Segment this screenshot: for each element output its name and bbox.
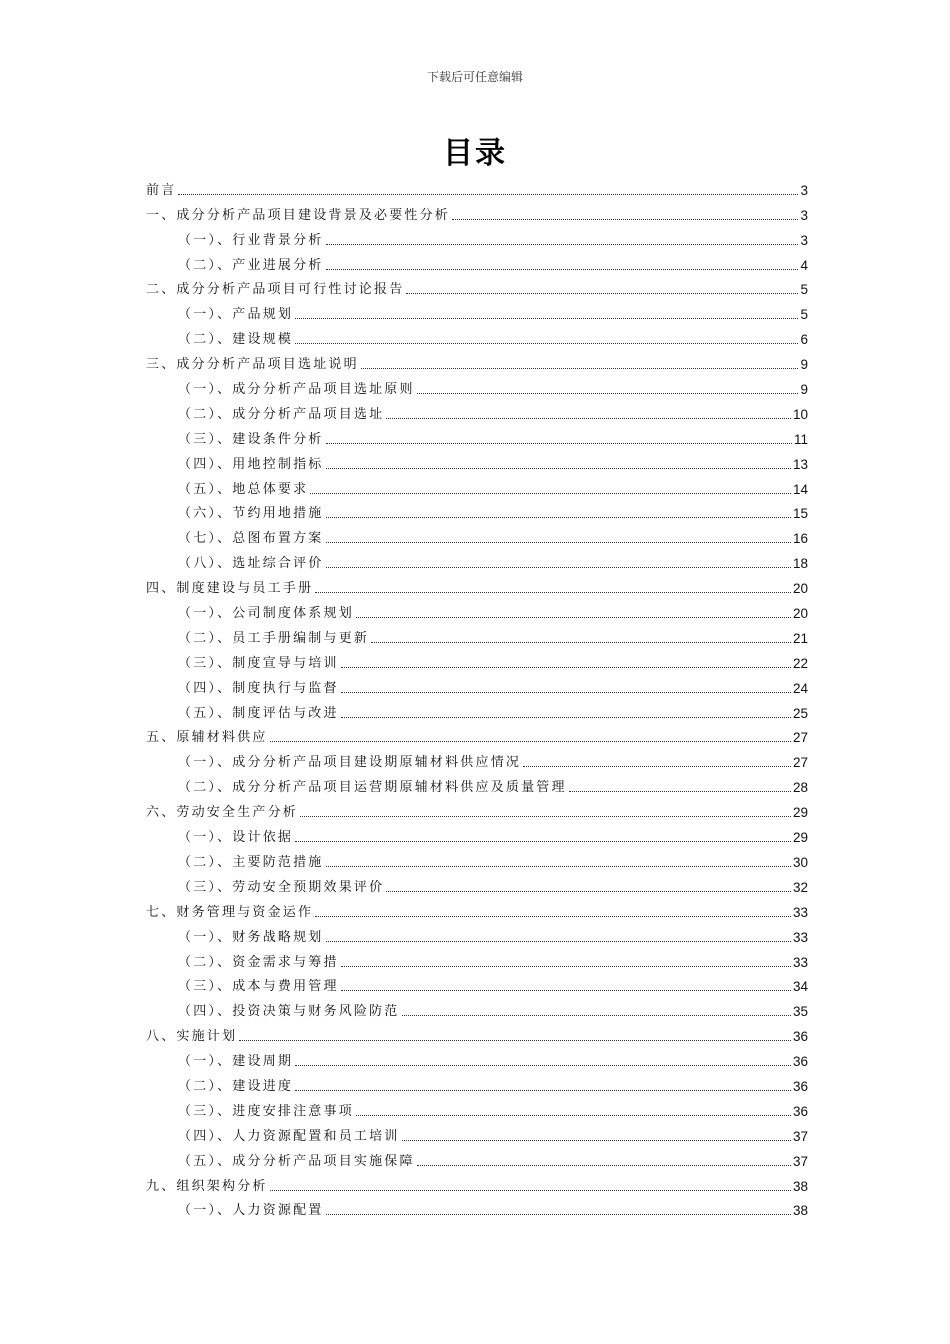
toc-page-number: 20 bbox=[792, 581, 808, 597]
dot-leader bbox=[326, 542, 791, 543]
toc-page-number: 27 bbox=[792, 755, 808, 771]
toc-page-number: 9 bbox=[800, 357, 808, 373]
toc-entry-text: （七）、总图布置方案 bbox=[178, 531, 324, 547]
toc-page-number: 5 bbox=[800, 307, 808, 323]
dot-leader bbox=[326, 1214, 791, 1215]
toc-section-entry[interactable] bbox=[146, 821, 808, 846]
toc-entry-text: （四）、人力资源配置和员工培训 bbox=[178, 1128, 400, 1144]
toc-entry-text: （一）、成分分析产品项目选址原则 bbox=[178, 382, 415, 398]
toc-page-number: 33 bbox=[792, 929, 808, 945]
toc-entry-text: （一）、成分分析产品项目建设期原辅材料供应情况 bbox=[178, 755, 522, 771]
dot-leader bbox=[270, 1190, 791, 1191]
dot-leader bbox=[402, 1140, 791, 1141]
dot-leader bbox=[341, 717, 791, 718]
toc-page-number: 4 bbox=[800, 257, 808, 273]
dot-leader bbox=[569, 791, 791, 792]
toc-page-number: 36 bbox=[792, 1078, 808, 1094]
dot-leader bbox=[270, 741, 791, 742]
toc-entry-text: （四）、投资决策与财务风险防范 bbox=[178, 1004, 400, 1020]
dot-leader bbox=[295, 1090, 791, 1091]
toc-section-entry[interactable] bbox=[146, 647, 808, 672]
dot-leader bbox=[417, 1165, 791, 1166]
toc-section-entry[interactable] bbox=[146, 547, 808, 572]
toc-chapter-entry[interactable] bbox=[146, 174, 808, 199]
toc-entry-text: （三）、进度安排注意事项 bbox=[178, 1103, 354, 1119]
toc-section-entry[interactable] bbox=[146, 971, 808, 996]
toc-page-number: 38 bbox=[792, 1203, 808, 1219]
toc-entry-text: 五、原辅材料供应 bbox=[146, 730, 268, 746]
toc-section-entry[interactable] bbox=[146, 522, 808, 547]
dot-leader bbox=[326, 517, 791, 518]
dot-leader bbox=[341, 990, 791, 991]
toc-section-entry[interactable] bbox=[146, 224, 808, 249]
toc-section-entry[interactable] bbox=[146, 298, 808, 323]
toc-section-entry[interactable] bbox=[146, 1095, 808, 1120]
toc-section-entry[interactable] bbox=[146, 1195, 808, 1220]
toc-section-entry[interactable] bbox=[146, 448, 808, 473]
toc-page-number: 22 bbox=[792, 655, 808, 671]
dot-leader bbox=[326, 269, 799, 270]
toc-chapter-entry[interactable] bbox=[146, 572, 808, 597]
toc-section-entry[interactable] bbox=[146, 697, 808, 722]
toc-page-number: 3 bbox=[800, 232, 808, 248]
toc-entry-text: （六）、节约用地措施 bbox=[178, 506, 324, 522]
dot-leader bbox=[295, 1065, 791, 1066]
toc-section-entry[interactable] bbox=[146, 1145, 808, 1170]
toc-page-number: 25 bbox=[792, 705, 808, 721]
toc-entry-text: 一、成分分析产品项目建设背景及必要性分析 bbox=[146, 207, 451, 223]
toc-page-number: 29 bbox=[792, 805, 808, 821]
toc-chapter-entry[interactable] bbox=[146, 722, 808, 747]
dot-leader bbox=[295, 318, 798, 319]
toc-entry-text: （三）、建设条件分析 bbox=[178, 431, 324, 447]
toc-page-number: 33 bbox=[792, 904, 808, 920]
toc-entry-text: （二）、产业进展分析 bbox=[178, 257, 324, 273]
toc-entry-text: （三）、制度宣导与培训 bbox=[178, 655, 339, 671]
toc-chapter-entry[interactable] bbox=[146, 274, 808, 299]
toc-section-entry[interactable] bbox=[146, 1045, 808, 1070]
dot-leader bbox=[310, 493, 791, 494]
toc-chapter-entry[interactable] bbox=[146, 1020, 808, 1045]
dot-leader bbox=[295, 343, 798, 344]
toc-section-entry[interactable] bbox=[146, 1120, 808, 1145]
toc-entry-text: （二）、成分分析产品项目选址 bbox=[178, 406, 385, 422]
dot-leader bbox=[523, 766, 791, 767]
toc-page-number: 21 bbox=[792, 630, 808, 646]
toc-entry-text: 三、成分分析产品项目选址说明 bbox=[146, 357, 359, 373]
toc-section-entry[interactable] bbox=[146, 249, 808, 274]
toc-entry-text: （二）、资金需求与筹措 bbox=[178, 954, 339, 970]
toc-page-number: 38 bbox=[792, 1178, 808, 1194]
toc-entry-text: （一）、公司制度体系规划 bbox=[178, 606, 354, 622]
toc-section-entry[interactable] bbox=[146, 398, 808, 423]
toc-page-number: 32 bbox=[792, 879, 808, 895]
table-of-contents bbox=[146, 174, 808, 1219]
toc-page-number: 30 bbox=[792, 854, 808, 870]
toc-page-number: 3 bbox=[800, 182, 808, 198]
dot-leader bbox=[315, 916, 791, 917]
toc-chapter-entry[interactable] bbox=[146, 1170, 808, 1195]
dot-leader bbox=[341, 966, 791, 967]
toc-page-number: 36 bbox=[792, 1054, 808, 1070]
toc-entry-text: （三）、成本与费用管理 bbox=[178, 979, 339, 995]
dot-leader bbox=[326, 443, 792, 444]
toc-section-entry[interactable] bbox=[146, 846, 808, 871]
toc-entry-text: （二）、建设进度 bbox=[178, 1078, 294, 1094]
toc-section-entry[interactable] bbox=[146, 995, 808, 1020]
toc-section-entry[interactable] bbox=[146, 473, 808, 498]
dot-leader bbox=[386, 891, 791, 892]
toc-page-number: 33 bbox=[792, 954, 808, 970]
dot-leader bbox=[341, 667, 791, 668]
toc-entry-text: （二）、主要防范措施 bbox=[178, 854, 324, 870]
dot-leader bbox=[417, 393, 799, 394]
toc-page-number: 36 bbox=[792, 1103, 808, 1119]
dot-leader bbox=[356, 617, 791, 618]
toc-page-number: 6 bbox=[800, 332, 808, 348]
toc-section-entry[interactable] bbox=[146, 622, 808, 647]
toc-page-number: 15 bbox=[792, 506, 808, 522]
toc-section-entry[interactable] bbox=[146, 498, 808, 523]
toc-chapter-entry[interactable] bbox=[146, 199, 808, 224]
toc-entry-text: （五）、制度评估与改进 bbox=[178, 705, 339, 721]
toc-entry-text: 二、成分分析产品项目可行性讨论报告 bbox=[146, 282, 405, 298]
toc-page-number: 29 bbox=[792, 830, 808, 846]
toc-section-entry[interactable] bbox=[146, 1070, 808, 1095]
toc-section-entry[interactable] bbox=[146, 597, 808, 622]
toc-entry-text: （一）、建设周期 bbox=[178, 1054, 294, 1070]
header-note: 下载后可任意编辑 bbox=[426, 70, 523, 84]
toc-entry-text: （八）、选址综合评价 bbox=[178, 556, 324, 572]
toc-entry-text: （二）、员工手册编制与更新 bbox=[178, 630, 370, 646]
toc-entry-text: 九、组织架构分析 bbox=[146, 1178, 268, 1194]
dot-leader bbox=[326, 866, 791, 867]
dot-leader bbox=[178, 194, 798, 195]
toc-entry-text: 六、劳动安全生产分析 bbox=[146, 805, 299, 821]
toc-page-number: 10 bbox=[792, 406, 808, 422]
toc-page-number: 35 bbox=[792, 1004, 808, 1020]
toc-section-entry[interactable] bbox=[146, 323, 808, 348]
toc-page-number: 18 bbox=[792, 556, 808, 572]
toc-title: 目录 bbox=[443, 136, 507, 171]
dot-leader bbox=[326, 941, 791, 942]
dot-leader bbox=[315, 592, 791, 593]
toc-entry-text: （一）、人力资源配置 bbox=[178, 1203, 324, 1219]
toc-entry-text: （三）、劳动安全预期效果评价 bbox=[178, 879, 385, 895]
toc-page-number: 24 bbox=[792, 680, 808, 696]
toc-page-number: 27 bbox=[792, 730, 808, 746]
dot-leader bbox=[371, 642, 791, 643]
toc-entry-text: （一）、设计依据 bbox=[178, 830, 294, 846]
toc-page-number: 20 bbox=[792, 606, 808, 622]
toc-page-number: 37 bbox=[792, 1128, 808, 1144]
dot-leader bbox=[356, 1115, 791, 1116]
dot-leader bbox=[386, 418, 791, 419]
toc-page-number: 16 bbox=[792, 531, 808, 547]
dot-leader bbox=[326, 567, 791, 568]
dot-leader bbox=[326, 244, 799, 245]
toc-entry-text: （五）、成分分析产品项目实施保障 bbox=[178, 1153, 415, 1169]
toc-section-entry[interactable] bbox=[146, 746, 808, 771]
toc-page-number: 9 bbox=[800, 382, 808, 398]
toc-chapter-entry[interactable] bbox=[146, 348, 808, 373]
toc-page-number: 37 bbox=[792, 1153, 808, 1169]
toc-section-entry[interactable] bbox=[146, 423, 808, 448]
toc-page-number: 14 bbox=[792, 481, 808, 497]
toc-entry-text: （二）、建设规模 bbox=[178, 332, 294, 348]
toc-section-entry[interactable] bbox=[146, 373, 808, 398]
dot-leader bbox=[326, 468, 791, 469]
toc-entry-text: （四）、制度执行与监督 bbox=[178, 680, 339, 696]
dot-leader bbox=[406, 293, 798, 294]
toc-page-number: 13 bbox=[792, 456, 808, 472]
toc-page-number: 36 bbox=[792, 1029, 808, 1045]
toc-entry-text: （五）、地总体要求 bbox=[178, 481, 309, 497]
toc-entry-text: （二）、成分分析产品项目运营期原辅材料供应及质量管理 bbox=[178, 780, 567, 796]
toc-entry-text: （四）、用地控制指标 bbox=[178, 456, 324, 472]
toc-page-number: 34 bbox=[792, 979, 808, 995]
toc-entry-text: （一）、行业背景分析 bbox=[178, 232, 324, 248]
toc-section-entry[interactable] bbox=[146, 871, 808, 896]
dot-leader bbox=[295, 841, 791, 842]
toc-section-entry[interactable] bbox=[146, 672, 808, 697]
toc-chapter-entry[interactable] bbox=[146, 896, 808, 921]
toc-section-entry[interactable] bbox=[146, 946, 808, 971]
toc-entry-text: 八、实施计划 bbox=[146, 1029, 238, 1045]
toc-entry-text: （一）、产品规划 bbox=[178, 307, 294, 323]
toc-page-number: 28 bbox=[792, 780, 808, 796]
toc-entry-text: 前言 bbox=[146, 182, 177, 198]
toc-entry-text: （一）、财务战略规划 bbox=[178, 929, 324, 945]
toc-section-entry[interactable] bbox=[146, 921, 808, 946]
dot-leader bbox=[402, 1015, 791, 1016]
dot-leader bbox=[361, 368, 799, 369]
toc-entry-text: 四、制度建设与员工手册 bbox=[146, 581, 314, 597]
dot-leader bbox=[452, 219, 798, 220]
toc-entry-text: 七、财务管理与资金运作 bbox=[146, 904, 314, 920]
toc-page-number: 11 bbox=[793, 431, 808, 447]
toc-page-number: 5 bbox=[800, 282, 808, 298]
toc-chapter-entry[interactable] bbox=[146, 796, 808, 821]
dot-leader bbox=[300, 816, 791, 817]
dot-leader bbox=[341, 692, 791, 693]
toc-section-entry[interactable] bbox=[146, 771, 808, 796]
dot-leader bbox=[239, 1040, 791, 1041]
toc-page-number: 3 bbox=[800, 207, 808, 223]
